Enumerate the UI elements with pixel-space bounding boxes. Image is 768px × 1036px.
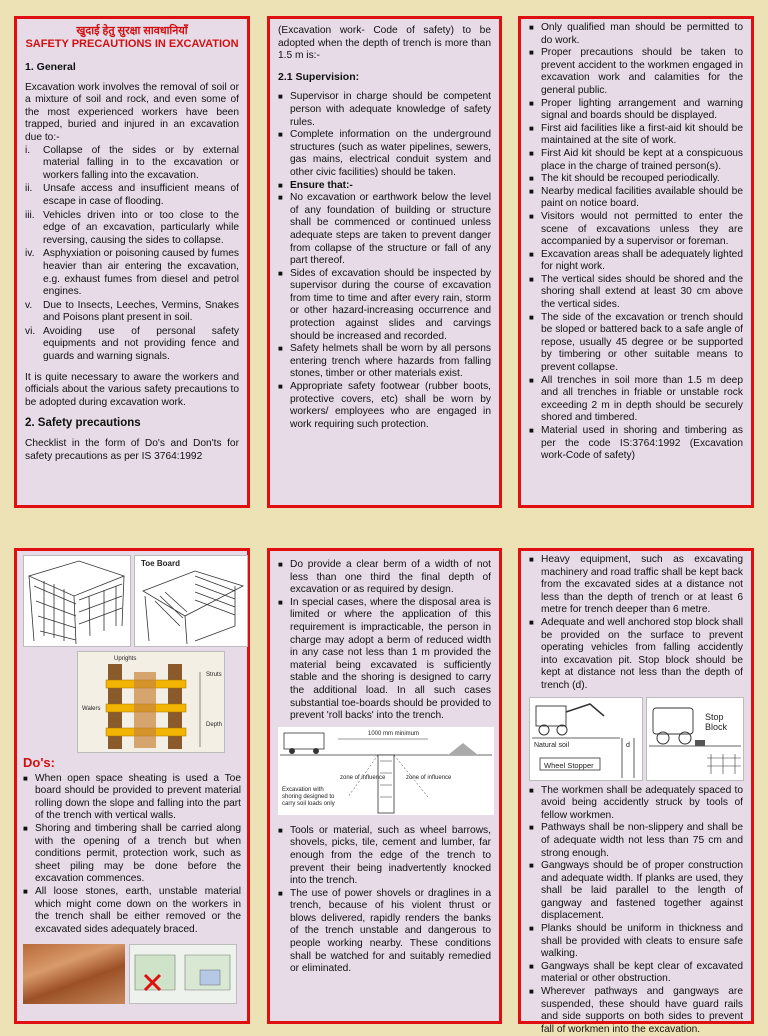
list-item: ■ Heavy equipment, such as excavating machinery and road traffic shall be kept back from the excavated sides at a distance not less than the depth of trench or at least 6 metre for trench deeper than 6 metre. bbox=[529, 554, 743, 616]
list-item: ■ Wherever pathways and gangways are suspended, these should have guard rails and side supports on both sides to prevent fall of workmen into the excavation. bbox=[529, 986, 743, 1035]
list-item: ■ First Aid kit should be kept at a conspicuous place in the charge of trained person(s). bbox=[529, 147, 743, 172]
causes-list bbox=[25, 145, 239, 364]
list-item: ■ Gangways shall be kept clear of excavated material or other obstruction. bbox=[529, 960, 743, 985]
toe-board-label: Toe Board bbox=[141, 559, 180, 568]
intro-paragraph: (Excavation work- Code of safety) to be adopted when the depth of trench is more than 1.5 m is:- bbox=[278, 25, 491, 62]
precautions-list bbox=[529, 22, 743, 463]
panel-supervision bbox=[267, 16, 502, 508]
list-item: ■ The side of the excavation or trench should be sloped or battered back to a safe angle of repose, usually 45 degree or be supported by timbering or other suitable means to prevent collapse. bbox=[529, 311, 743, 374]
list-item: ■ Pathways shall be non-slippery and shall be of adequate width not less than 75 cm and strong enough. bbox=[529, 822, 743, 859]
wrong-right-icon bbox=[130, 945, 236, 1003]
list-item: ■ In special cases, where the disposal area is limited or where the application of this requirement is impracticable, the person in charge may adopt a berm of reduced width in any case not less than 1 m provided the material being excavated is sufficiently stable and the shoring is designed to carry the additional load. In all such cases substantial toe-boards should be provided to prevent 'roll backs' into the trench. bbox=[278, 596, 491, 722]
panel-general bbox=[14, 16, 250, 508]
panel-berm bbox=[267, 548, 502, 1024]
list-item: ■ Only qualified man should be permitted to do work. bbox=[529, 22, 743, 46]
list-item: ■ Complete information on the underground structures (such as water pipelines, sewers, gas mains, electrical conduit system and other civic facilities) should be taken. bbox=[278, 129, 491, 178]
hindi-title: खुदाई हेतु सुरक्षा सावधानियाँ bbox=[76, 25, 188, 37]
list-item: iii. Vehicles driven into or too close to the edge of an excavation, particularly while reversing, causing the sides to collapse. bbox=[25, 209, 239, 246]
list-item: ■ The vertical sides should be shored and the shoring shall extend at least 30 cm above the vertical sides. bbox=[529, 273, 743, 311]
list-item: ■ All loose stones, earth, unstable material which might come down on the workers in the trench shall be either removed or the excavated sides adequately braced. bbox=[23, 885, 241, 935]
list-item: ■ Planks should be uniform in thickness and shall be provided with cleats to ensure safe walking. bbox=[529, 923, 743, 960]
list-item: ■ Excavation areas shall be adequately lighted for night work. bbox=[529, 248, 743, 273]
list-item: ■ Sides of excavation should be inspected by supervisor during the course of excavation from time to time and after every rain, storm or other hazard-increasing occurrence and protection against slides and carvings should be increased and recorded. bbox=[278, 267, 491, 342]
list-item: ■ Gangways should be of proper construction and adequate width. If planks are used, they shall be laid parallel to the length of gangway and fastened together against displacement. bbox=[529, 860, 743, 922]
intro-paragraph: Excavation work involves the removal of soil or a mixture of soil and rock, and even some of the most experienced workers have been trapped, buried and injured in an excavation due to:- bbox=[25, 81, 239, 143]
excavation-photo bbox=[23, 944, 125, 1004]
list-item: ■ When open space sheating is used a Toe board should be provided to prevent material rolling down the slope and falling into the part of the trench with vertical walls. bbox=[23, 772, 241, 822]
dos-heading: Do's: bbox=[23, 755, 55, 770]
berm-list bbox=[278, 559, 491, 723]
checklist-paragraph: Checklist in the form of Do's and Don'ts for safety precautions as per IS 3764:1992 bbox=[25, 438, 239, 462]
tools-list bbox=[278, 825, 491, 976]
list-item: ■ The workmen shall be adequately spaced to avoid being accidently struck by tools of fellow workmen. bbox=[529, 784, 743, 821]
list-item: ii. Unsafe access and insufficient means of escape in case of flooding. bbox=[25, 183, 239, 207]
trench-timbering-icon bbox=[24, 556, 130, 646]
list-item: ■ Ensure that:- bbox=[278, 179, 353, 191]
panel-precautions bbox=[518, 16, 754, 508]
list-item: ■ The kit should be recouped periodically. bbox=[529, 173, 720, 185]
list-item: ■ Safety helmets shall be worn by all persons entering trench where hazards from falling stones, timber or other materials exist. bbox=[278, 343, 491, 380]
panel-equipment bbox=[518, 548, 754, 1035]
list-item: iv. Asphyxiation or poisoning caused by fumes heavier than air entering the excavation, e.g. exhaust fumes from diesel and petrol engines. bbox=[25, 248, 239, 298]
list-item: ■ Proper lighting arrangement and warning signal and boards should be displayed. bbox=[529, 97, 743, 122]
dos-list bbox=[23, 773, 241, 937]
wheel-stopper-illustration: Natural soil Wheel Stopper d bbox=[529, 697, 643, 781]
aware-paragraph: It is quite necessary to aware the workers and officials about the various safety precautions to be adopted during excavation work. bbox=[25, 371, 239, 408]
list-item: ■ All trenches in soil more than 1.5 m deep and all trenches in friable or unstable rock exceeding 2 m in depth should be securely shored and timbered. bbox=[529, 374, 743, 424]
trench-timbering-illustration bbox=[23, 555, 131, 647]
list-item: v. Due to Insects, Leeches, Vermins, Snakes and Poisons plant present in soil. bbox=[25, 299, 239, 324]
stop-block-icon bbox=[647, 698, 743, 780]
list-item: ■ Proper precautions should be taken to prevent accident to the workmen engaged in excavation work and calamities for the general public. bbox=[529, 47, 743, 96]
pathway-list bbox=[529, 785, 743, 1036]
list-item: vi. Avoiding use of personal safety equipments and not providing fence and guards and warning signals. bbox=[25, 325, 239, 363]
supervision-list bbox=[278, 91, 491, 431]
list-item: ■ Nearby medical facilities available should be paint on notice board. bbox=[529, 185, 743, 210]
berm-diagram: 1000 mm minimum Excavation with shoring designed to carry soil loads only zone of influence zone of influence bbox=[278, 727, 494, 815]
list-item: ■ Supervisor in charge should be competent person with adequate knowledge of safety rules. bbox=[278, 91, 491, 128]
list-item: ■ No excavation or earthwork below the level of any foundation of building or structure shall be commenced or continued unless adequate steps are taken to prevent danger from collapse of the structure or fall of any part thereof. bbox=[278, 192, 491, 267]
list-item: ■ Adequate and well anchored stop block shall be provided on the surface to prevent operating vehicles from falling accidently into excavation pit. Stop block should be kept at distance not less than the depth of trench (d). bbox=[529, 616, 743, 691]
section-safety-heading: 2. Safety precautions bbox=[25, 417, 141, 430]
wrong-right-illustration bbox=[129, 944, 237, 1004]
list-item: ■ Material used in shoring and timbering as per the code IS:3764:1992 (Excavation work-Code of safety) bbox=[529, 425, 743, 462]
list-item: ■ The use of power shovels or draglines in a trench, because of his violent thrust or blows delivered, rapidly renders the banks of the trench unstable and dangerous to people working nearby. These conditions shall be watched for and suitably remedied or eliminated. bbox=[278, 887, 491, 975]
section-general-heading: 1. General bbox=[25, 61, 76, 73]
supervision-heading: 2.1 Supervision: bbox=[278, 70, 360, 83]
list-item: ■ Visitors would not permitted to enter the scene of excavations unless they are accompanied by a supervisor or foreman. bbox=[529, 210, 743, 248]
list-item: ■ First aid facilities like a first-aid kit should be maintained at the site of work. bbox=[529, 122, 743, 147]
panel-dos bbox=[14, 548, 250, 1024]
page-title: SAFETY PRECAUTIONS IN EXCAVATION bbox=[25, 38, 239, 50]
list-item: i. Collapse of the sides or by external material falling in to the excavation or workers falling into the excavation. bbox=[25, 144, 239, 181]
shoring-icon bbox=[78, 652, 224, 752]
shoring-illustration: Uprights Walers Struts Depth bbox=[77, 651, 225, 753]
list-item: ■ Appropriate safety footwear (rubber boots, protective covers, etc) shall be worn by workers/ employees who are engaged in work requiring such protection. bbox=[278, 381, 491, 430]
stop-block-illustration: Stop Block bbox=[646, 697, 744, 781]
toe-board-icon bbox=[135, 556, 247, 646]
toe-board-illustration bbox=[134, 555, 248, 647]
equipment-list bbox=[529, 554, 743, 693]
list-item: ■ Do provide a clear berm of a width of not less than one third the final depth of excavation or as required by design. bbox=[278, 559, 491, 596]
list-item: ■ Tools or material, such as wheel barrows, shovels, picks, tile, cement and lumber, far enough from the edge of the trench to prevent their being inadvertently knocked into the trench. bbox=[278, 824, 491, 887]
list-item: ■ Shoring and timbering shall be carried along with the opening of a trench but when conditions permit, protection work, such as sheet piling may be done before the excavation commences. bbox=[23, 822, 241, 885]
